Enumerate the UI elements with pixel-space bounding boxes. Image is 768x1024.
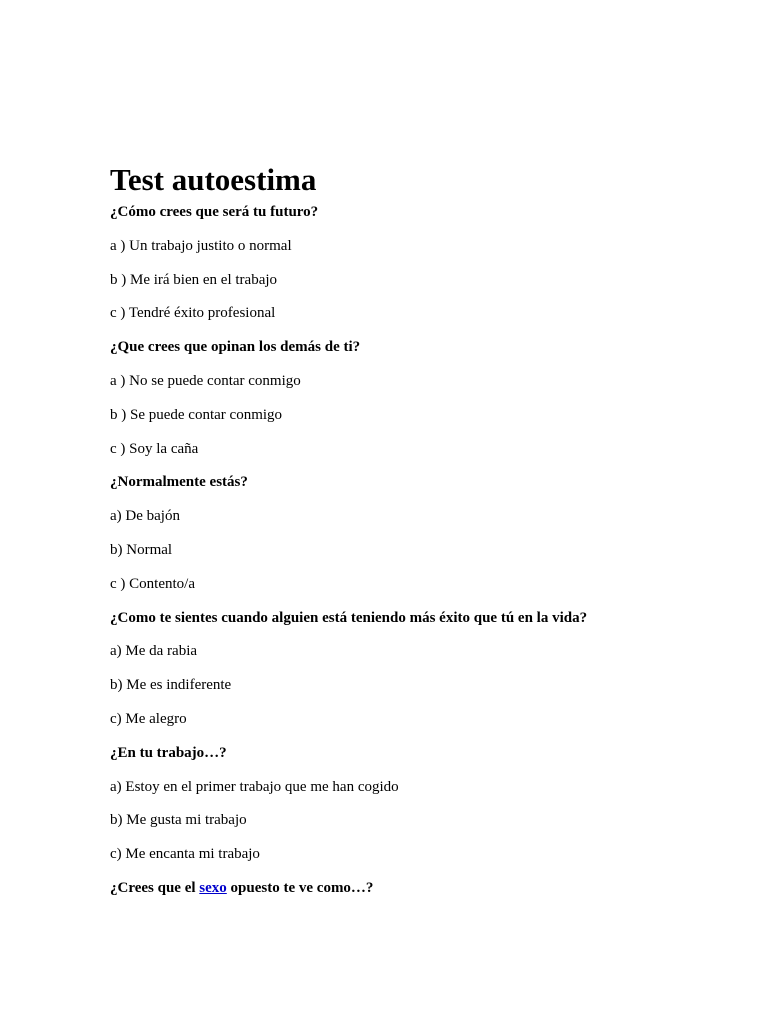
- option-2c: c ) Soy la caña: [110, 440, 199, 457]
- question-1: ¿Cómo crees que será tu futuro?: [110, 204, 319, 220]
- question-3: ¿Normalmente estás?: [110, 474, 248, 491]
- option-2b: b ) Se puede contar conmigo: [110, 406, 283, 423]
- option-3a: a) De bajón: [110, 508, 180, 525]
- option-3c: c ) Contento/a: [110, 575, 195, 592]
- option-1a: a ) Un trabajo justito o normal: [110, 237, 292, 254]
- option-4b: b) Me es indiferente: [110, 677, 232, 694]
- page-title: Test autoestima: [110, 162, 317, 197]
- option-3b: b) Normal: [110, 541, 173, 558]
- option-5a: a) Estoy en el primer trabajo que me han cogido: [110, 778, 399, 795]
- option-4c: c) Me alegro: [110, 710, 187, 727]
- document-page: [110, 160, 730, 912]
- sexo-link[interactable]: sexo: [199, 879, 227, 896]
- option-5b: b) Me gusta mi trabajo: [110, 812, 247, 829]
- question-2: ¿Que crees que opinan los demás de ti?: [110, 339, 361, 356]
- question-6-before: ¿Crees que el: [110, 879, 200, 896]
- question-6-after: opuesto te ve como…?: [226, 879, 374, 896]
- question-5: ¿En tu trabajo…?: [110, 744, 227, 761]
- option-2a: a ) No se puede contar conmigo: [110, 372, 301, 389]
- question-4: ¿Como te sientes cuando alguien está teniendo más éxito que tú en la vida?: [110, 609, 588, 626]
- option-5c: c) Me encanta mi trabajo: [110, 846, 260, 863]
- question-6: [110, 878, 730, 912]
- option-4a: a) Me da rabia: [110, 643, 198, 660]
- option-1b: b ) Me irá bien en el trabajo: [110, 271, 278, 288]
- option-1c: c ) Tendré éxito profesional: [110, 305, 276, 322]
